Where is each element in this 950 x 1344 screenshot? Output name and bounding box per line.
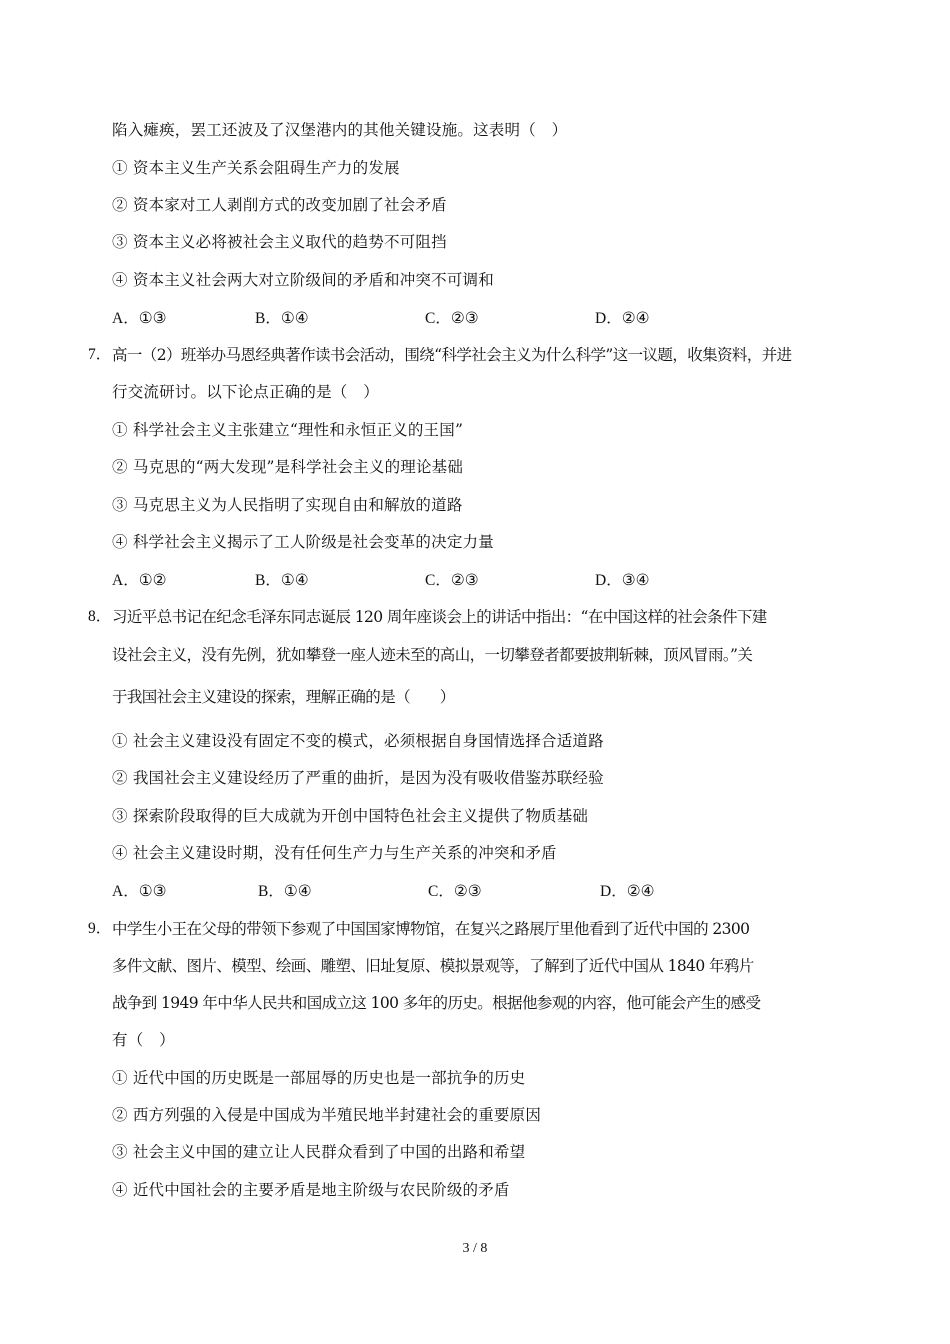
option-value: ②③	[450, 571, 479, 589]
q6-option-a	[112, 308, 167, 329]
q8-statement-4: ④ 社会主义建设时期，没有任何生产力与生产关系的冲突和矛盾	[112, 844, 557, 862]
q6-option-d	[595, 308, 650, 329]
q6-option-b	[255, 308, 309, 329]
q7-statement-3: ③ 马克思主义为人民指明了实现自由和解放的道路	[112, 496, 463, 514]
q6-stem-tail: 陷入瘫痪，罢工还波及了汉堡港内的其他关键设施。这表明（ ）	[112, 121, 568, 139]
q9-stem-line-3: 战争到 1949 年中华人民共和国成立这 100 多年的历史。根据他参观的内容，他可能会产生的感受	[112, 994, 761, 1012]
option-value: ②④	[626, 882, 655, 900]
option-letter: B．	[258, 883, 284, 900]
option-letter: B．	[255, 310, 281, 327]
option-value: ①②	[138, 571, 167, 589]
q9-stem-line-2: 多件文献、图片、模型、绘画、雕塑、旧址复原、模拟景观等，了解到了近代中国从 1840 年鸦片	[112, 957, 754, 975]
q8-statement-3: ③ 探索阶段取得的巨大成就为开创中国特色社会主义提供了物质基础	[112, 807, 589, 825]
option-letter: A．	[112, 883, 139, 900]
q7-statement-4: ④ 科学社会主义揭示了工人阶级是社会变革的决定力量	[112, 533, 494, 551]
option-value: ②③	[450, 309, 479, 327]
q7-statement-2: ② 马克思的“两大发现”是科学社会主义的理论基础	[112, 458, 464, 476]
option-value: ①③	[138, 309, 167, 327]
q9-number: 9．	[88, 920, 112, 937]
q6-statement-4: ④ 资本主义社会两大对立阶级间的矛盾和冲突不可调和	[112, 271, 494, 289]
option-value: ①④	[280, 309, 309, 327]
q6-statement-2: ② 资本家对工人剥削方式的改变加剧了社会矛盾	[112, 196, 447, 214]
option-letter: C．	[425, 310, 451, 327]
option-value: ②④	[621, 309, 650, 327]
option-value: ①③	[138, 882, 167, 900]
q8-option-a	[112, 881, 167, 902]
q9-stem-line-1: 中学生小王在父母的带领下参观了中国国家博物馆，在复兴之路展厅里他看到了近代中国的 2300	[112, 920, 750, 938]
q8-option-c	[428, 881, 482, 902]
q7-stem-line-2: 行交流研讨。以下论点正确的是（ ）	[112, 383, 379, 401]
option-letter: C．	[428, 883, 454, 900]
q9-statement-2: ② 西方列强的入侵是中国成为半殖民地半封建社会的重要原因	[112, 1106, 542, 1124]
q6-statement-3: ③ 资本主义必将被社会主义取代的趋势不可阻挡	[112, 233, 447, 251]
q8-option-b	[258, 881, 312, 902]
q7-option-a	[112, 570, 167, 591]
q8-number: 8．	[88, 608, 112, 625]
option-letter: A．	[112, 572, 139, 589]
q8-stem-line-3: 于我国社会主义建设的探索，理解正确的是（ ）	[112, 688, 455, 706]
q7-number: 7．	[88, 346, 112, 363]
q9-statement-1: ① 近代中国的历史既是一部屈辱的历史也是一部抗争的历史	[112, 1069, 526, 1087]
option-letter: B．	[255, 572, 281, 589]
q9-statement-3: ③ 社会主义中国的建立让人民群众看到了中国的出路和希望	[112, 1143, 526, 1161]
q9-stem-line-4: 有（ ）	[112, 1031, 175, 1049]
option-letter: C．	[425, 572, 451, 589]
q7-option-d	[595, 570, 650, 591]
q9-statement-4: ④ 近代中国社会的主要矛盾是地主阶级与农民阶级的矛盾	[112, 1181, 510, 1199]
q7-option-c	[425, 570, 479, 591]
q6-statement-1: ① 资本主义生产关系会阻碍生产力的发展	[112, 159, 400, 177]
option-value: ①④	[283, 882, 312, 900]
q7-stem-line-1: 高一（2）班举办马恩经典著作读书会活动，围绕“科学社会主义为什么科学”这一议题，收集资料，并进	[112, 346, 792, 364]
q8-stem-line-1: 习近平总书记在纪念毛泽东同志诞辰 120 周年座谈会上的讲话中指出：“在中国这样的社会条件下建	[112, 608, 767, 626]
option-value: ③④	[621, 571, 650, 589]
option-value: ②③	[453, 882, 482, 900]
option-letter: D．	[600, 883, 627, 900]
q7-statement-1: ① 科学社会主义主张建立“理性和永恒正义的王国”	[112, 421, 464, 439]
q8-statement-1: ① 社会主义建设没有固定不变的模式，必须根据自身国情选择合适道路	[112, 732, 604, 750]
option-letter: D．	[595, 572, 622, 589]
q8-stem-line-2: 设社会主义，没有先例，犹如攀登一座人迹未至的高山，一切攀登者都要披荆斩棘，顶风冒雨。”关	[112, 646, 753, 664]
page-number: 3 / 8	[462, 1241, 488, 1256]
option-letter: A．	[112, 310, 139, 327]
option-letter: D．	[595, 310, 622, 327]
q8-statement-2: ② 我国社会主义建设经历了严重的曲折，是因为没有吸收借鉴苏联经验	[112, 769, 604, 787]
q7-option-b	[255, 570, 309, 591]
q8-option-d	[600, 881, 655, 902]
option-value: ①④	[280, 571, 309, 589]
q6-option-c	[425, 308, 479, 329]
